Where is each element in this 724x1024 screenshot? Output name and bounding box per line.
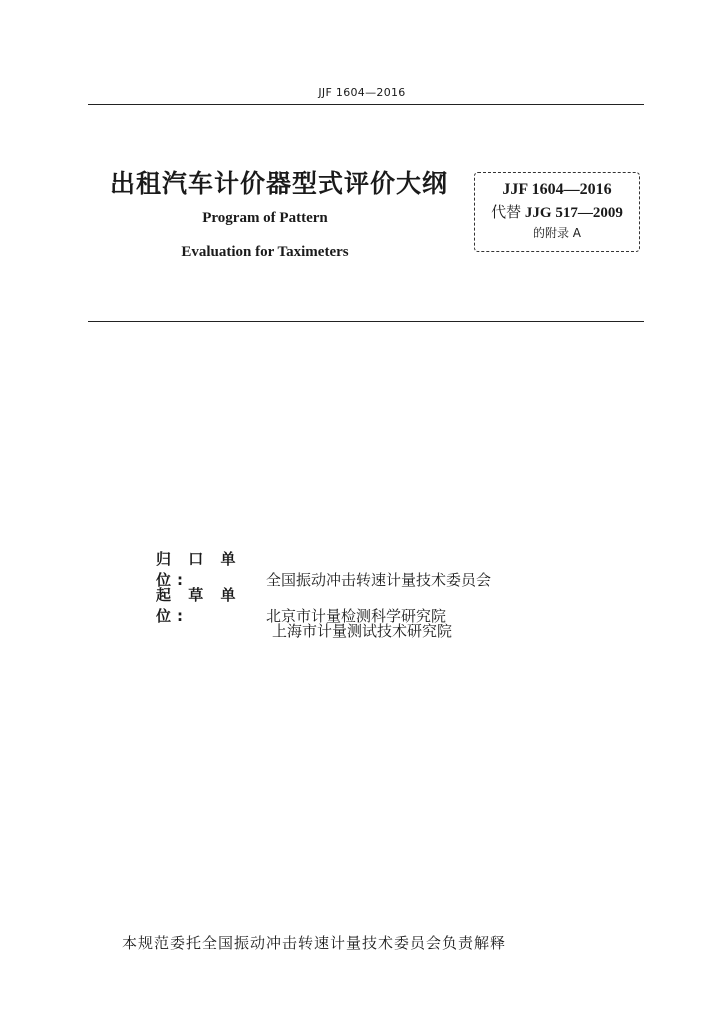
title-divider [88, 321, 644, 322]
code-box-standard-code: JJF 1604—2016 [502, 181, 612, 198]
responsible-unit-value: 全国振动冲击转速计量技术委员会 [266, 571, 492, 589]
drafting-unit-value-2: 上海市计量测试技术研究院 [272, 622, 453, 640]
replace-prefix: 代替 [491, 205, 522, 221]
header-standard-code: JJF 1604—2016 [318, 86, 406, 99]
document-title-english-line2: Evaluation for Taximeters [181, 244, 349, 260]
code-box-replaces [475, 201, 639, 222]
code-box-appendix: 的附录 A [532, 226, 582, 240]
header-divider [88, 104, 644, 105]
document-title-english-line1: Program of Pattern [202, 210, 328, 226]
responsible-unit-label: 归 口 单 位: [156, 550, 242, 589]
document-title-chinese: 出租汽车计价器型式评价大纲 [110, 169, 449, 198]
drafting-unit-label: 起 草 单 位: [156, 586, 242, 625]
replaced-code: JJG 517—2009 [524, 205, 623, 221]
drafting-unit-value-1: 北京市计量检测科学研究院 [266, 607, 447, 625]
interpretation-note: 本规范委托全国振动冲击转速计量技术委员会负责解释 [122, 934, 507, 952]
standard-code-box [474, 172, 640, 252]
